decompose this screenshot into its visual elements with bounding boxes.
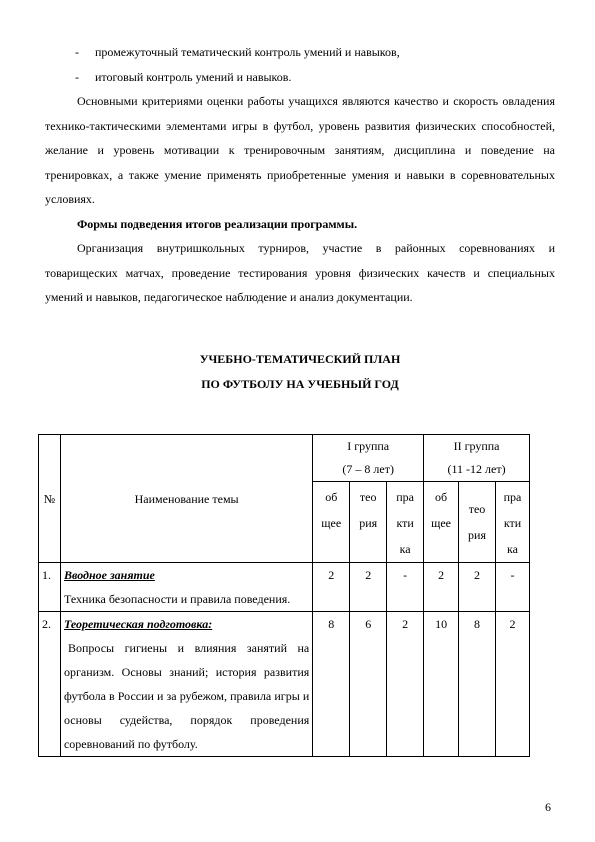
list-item (45, 65, 555, 90)
bullet-text: итоговый контроль умений и навыков. (95, 69, 292, 84)
g2-practice: 2 (495, 612, 529, 757)
row-topic (60, 612, 312, 757)
row-num: 2. (39, 612, 61, 757)
sub-practice: пра кти ка (495, 482, 529, 563)
plan-table (38, 434, 530, 757)
header-group1 (313, 435, 424, 482)
g2-theory: 8 (459, 612, 496, 757)
plan-title (45, 347, 555, 397)
row-title: Вводное занятие (63, 568, 155, 582)
bullet-text: промежуточный тематический контроль умений и навыков, (95, 45, 400, 59)
group2-age: (11 -12 лет) (447, 462, 506, 476)
g1-practice: - (387, 563, 424, 612)
forms-paragraph: Организация внутришкольных турниров, участие в районных соревнованиях и товарищеских матчах, проведение тестирования уровня физических качеств и специальных умений и навыков, педагогическое наблюдение и анализ документации. (45, 241, 555, 304)
sub-total: об щее (313, 482, 350, 563)
table-header-row (39, 435, 530, 482)
plan-title-line1: УЧЕБНО-ТЕМАТИЧЕСКИЙ ПЛАН (199, 352, 401, 366)
row-title: Теоретическая подготовка: (63, 617, 213, 631)
g1-practice: 2 (387, 612, 424, 757)
row-topic (60, 563, 312, 612)
row-text: Техника безопасности и правила поведения. (63, 592, 291, 606)
page-content (45, 40, 555, 310)
g1-total: 8 (313, 612, 350, 757)
sub-total: об щее (424, 482, 459, 563)
table-row (39, 563, 530, 612)
row-text: Вопросы гигиены и влияния занятий на организм. Основы знаний; история развития футбола в России и за рубежом, правила игры и основы судейства, порядок проведения соревнований по футболу. (63, 641, 310, 751)
g2-total: 2 (424, 563, 459, 612)
criteria-paragraph: Основными критериями оценки работы учащихся являются качество и скорость овладения технико-тактическими элементами игры в футбол, уровень развития физических способностей, желание и уровень мотивации к тренировочным занятиям, дисциплина и поведение на тренировках, а также умение применять приобретенные умения и навыки в соревновательных условиях. (45, 94, 555, 206)
header-topic: Наименование темы (60, 435, 312, 563)
group1-label: I группа (347, 439, 390, 453)
g1-theory: 2 (350, 563, 387, 612)
plan-title-line2: ПО ФУТБОЛУ НА УЧЕБНЫЙ ГОД (201, 377, 399, 391)
sub-practice: пра кти ка (387, 482, 424, 563)
list-item (45, 40, 555, 65)
bullet-marker: - (75, 45, 79, 59)
forms-heading: Формы подведения итогов реализации программы. (77, 216, 358, 231)
g2-theory: 2 (459, 563, 496, 612)
g2-practice: - (495, 563, 529, 612)
sub-theory: тео рия (459, 482, 496, 563)
header-group2 (424, 435, 530, 482)
group1-age: (7 – 8 лет) (342, 462, 394, 476)
g2-total: 10 (424, 612, 459, 757)
bullet-marker: - (75, 69, 79, 84)
row-num: 1. (39, 563, 61, 612)
g1-theory: 6 (350, 612, 387, 757)
group2-label: II группа (453, 439, 500, 453)
page-number: 6 (545, 800, 551, 814)
header-num: № (39, 435, 61, 563)
g1-total: 2 (313, 563, 350, 612)
sub-theory: тео рия (350, 482, 387, 563)
table-row (39, 612, 530, 757)
